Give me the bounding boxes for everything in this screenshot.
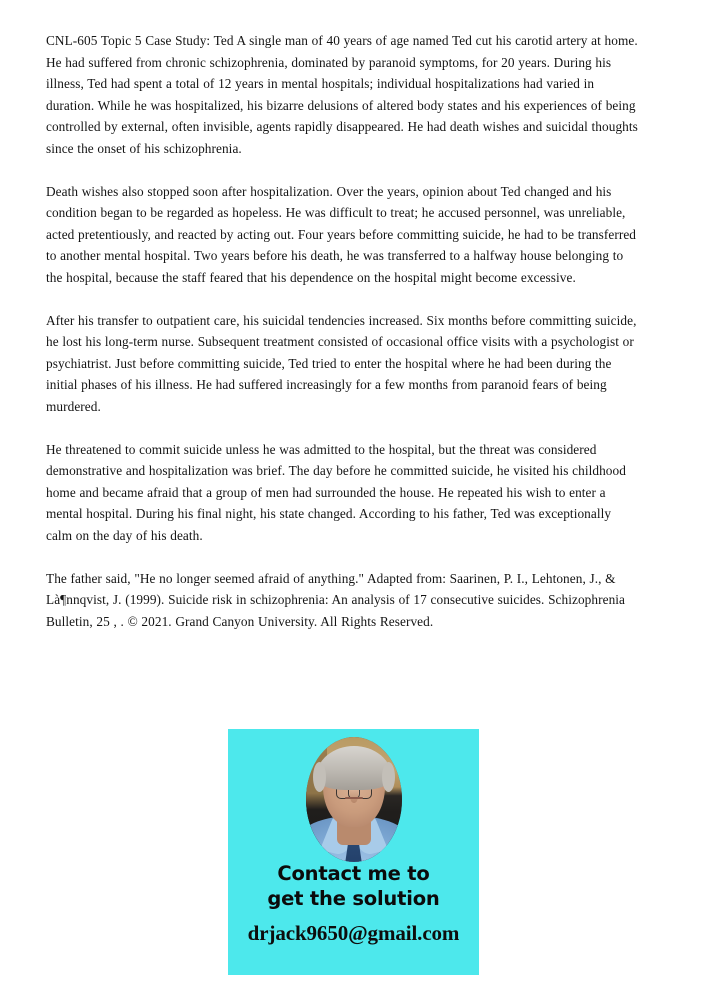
paragraph-2: Death wishes also stopped soon after hospitalization. Over the years, opinion about Ted changed and his condition began to be regarded as hopeless. He was difficult to treat; he accused personnel, was unreliable, acted pretentiously, and reacted by acting out. Four years before committing suicide, he had to be transferred to another mental hospital. Two years before his death, he was transferred to a halfway house belonging to the hospital, because the staff feared that his dependence on the hospital might become excessive. bbox=[46, 183, 637, 285]
document-body bbox=[46, 30, 638, 632]
portrait-mouth bbox=[345, 797, 363, 800]
paragraph-1: CNL-605 Topic 5 Case Study: Ted A single man of 40 years of age named Ted cut his carotid artery at home. He had suffered from chronic schizophrenia, dominated by paranoid symptoms, for 20 years. During his illness, Ted had spent a total of 12 years in mental hospitals; individual hospitalizations had varied in duration. While he was hospitalized, his bizarre delusions of altered body states and his experiences of being controlled by external, often invisible, agents rapidly disappeared. He had death wishes and suicidal thoughts since the onset of his schizophrenia. bbox=[46, 33, 638, 156]
contact-email[interactable]: drjack9650@gmail.com bbox=[247, 921, 460, 945]
contact-card bbox=[228, 729, 479, 975]
contact-heading bbox=[228, 861, 479, 911]
paragraph-4: He threatened to commit suicide unless he was admitted to the hospital, but the threat was considered demonstrative and hospitalization was brief. The day before he committed suicide, he visited his childhood home and became afraid that a group of men had surrounded the house. He repeated his wish to enter a mental hospital. During his final night, his state changed. According to his father, Ted was exceptionally calm on the day of his death. bbox=[46, 441, 626, 543]
contact-heading-line1: Contact me to bbox=[277, 862, 430, 885]
paragraph-5-citation: The father said, "He no longer seemed afraid of anything." Adapted from: Saarinen, P. I., Lehtonen, J., & Là¶nnqvist, J. (1999). Suicide risk in schizophrenia: An analysis of 17 consecutive suicides. Schizophrenia Bulletin, 25 , . © 2021. Grand Canyon University. All Rights Reserved. bbox=[46, 570, 626, 629]
paragraph-3: After his transfer to outpatient care, his suicidal tendencies increased. Six months before committing suicide, he lost his long-term nurse. Subsequent treatment consisted of occasional office visits with a psychologist or psychiatrist. Just before committing suicide, Ted tried to enter the hospital where he had been during the initial phases of his illness. He had suffered increasingly for a few months from paranoid fears of being murdered. bbox=[46, 312, 637, 414]
portrait-photo-icon bbox=[306, 737, 402, 862]
contact-heading-line2: get the solution bbox=[267, 887, 440, 910]
